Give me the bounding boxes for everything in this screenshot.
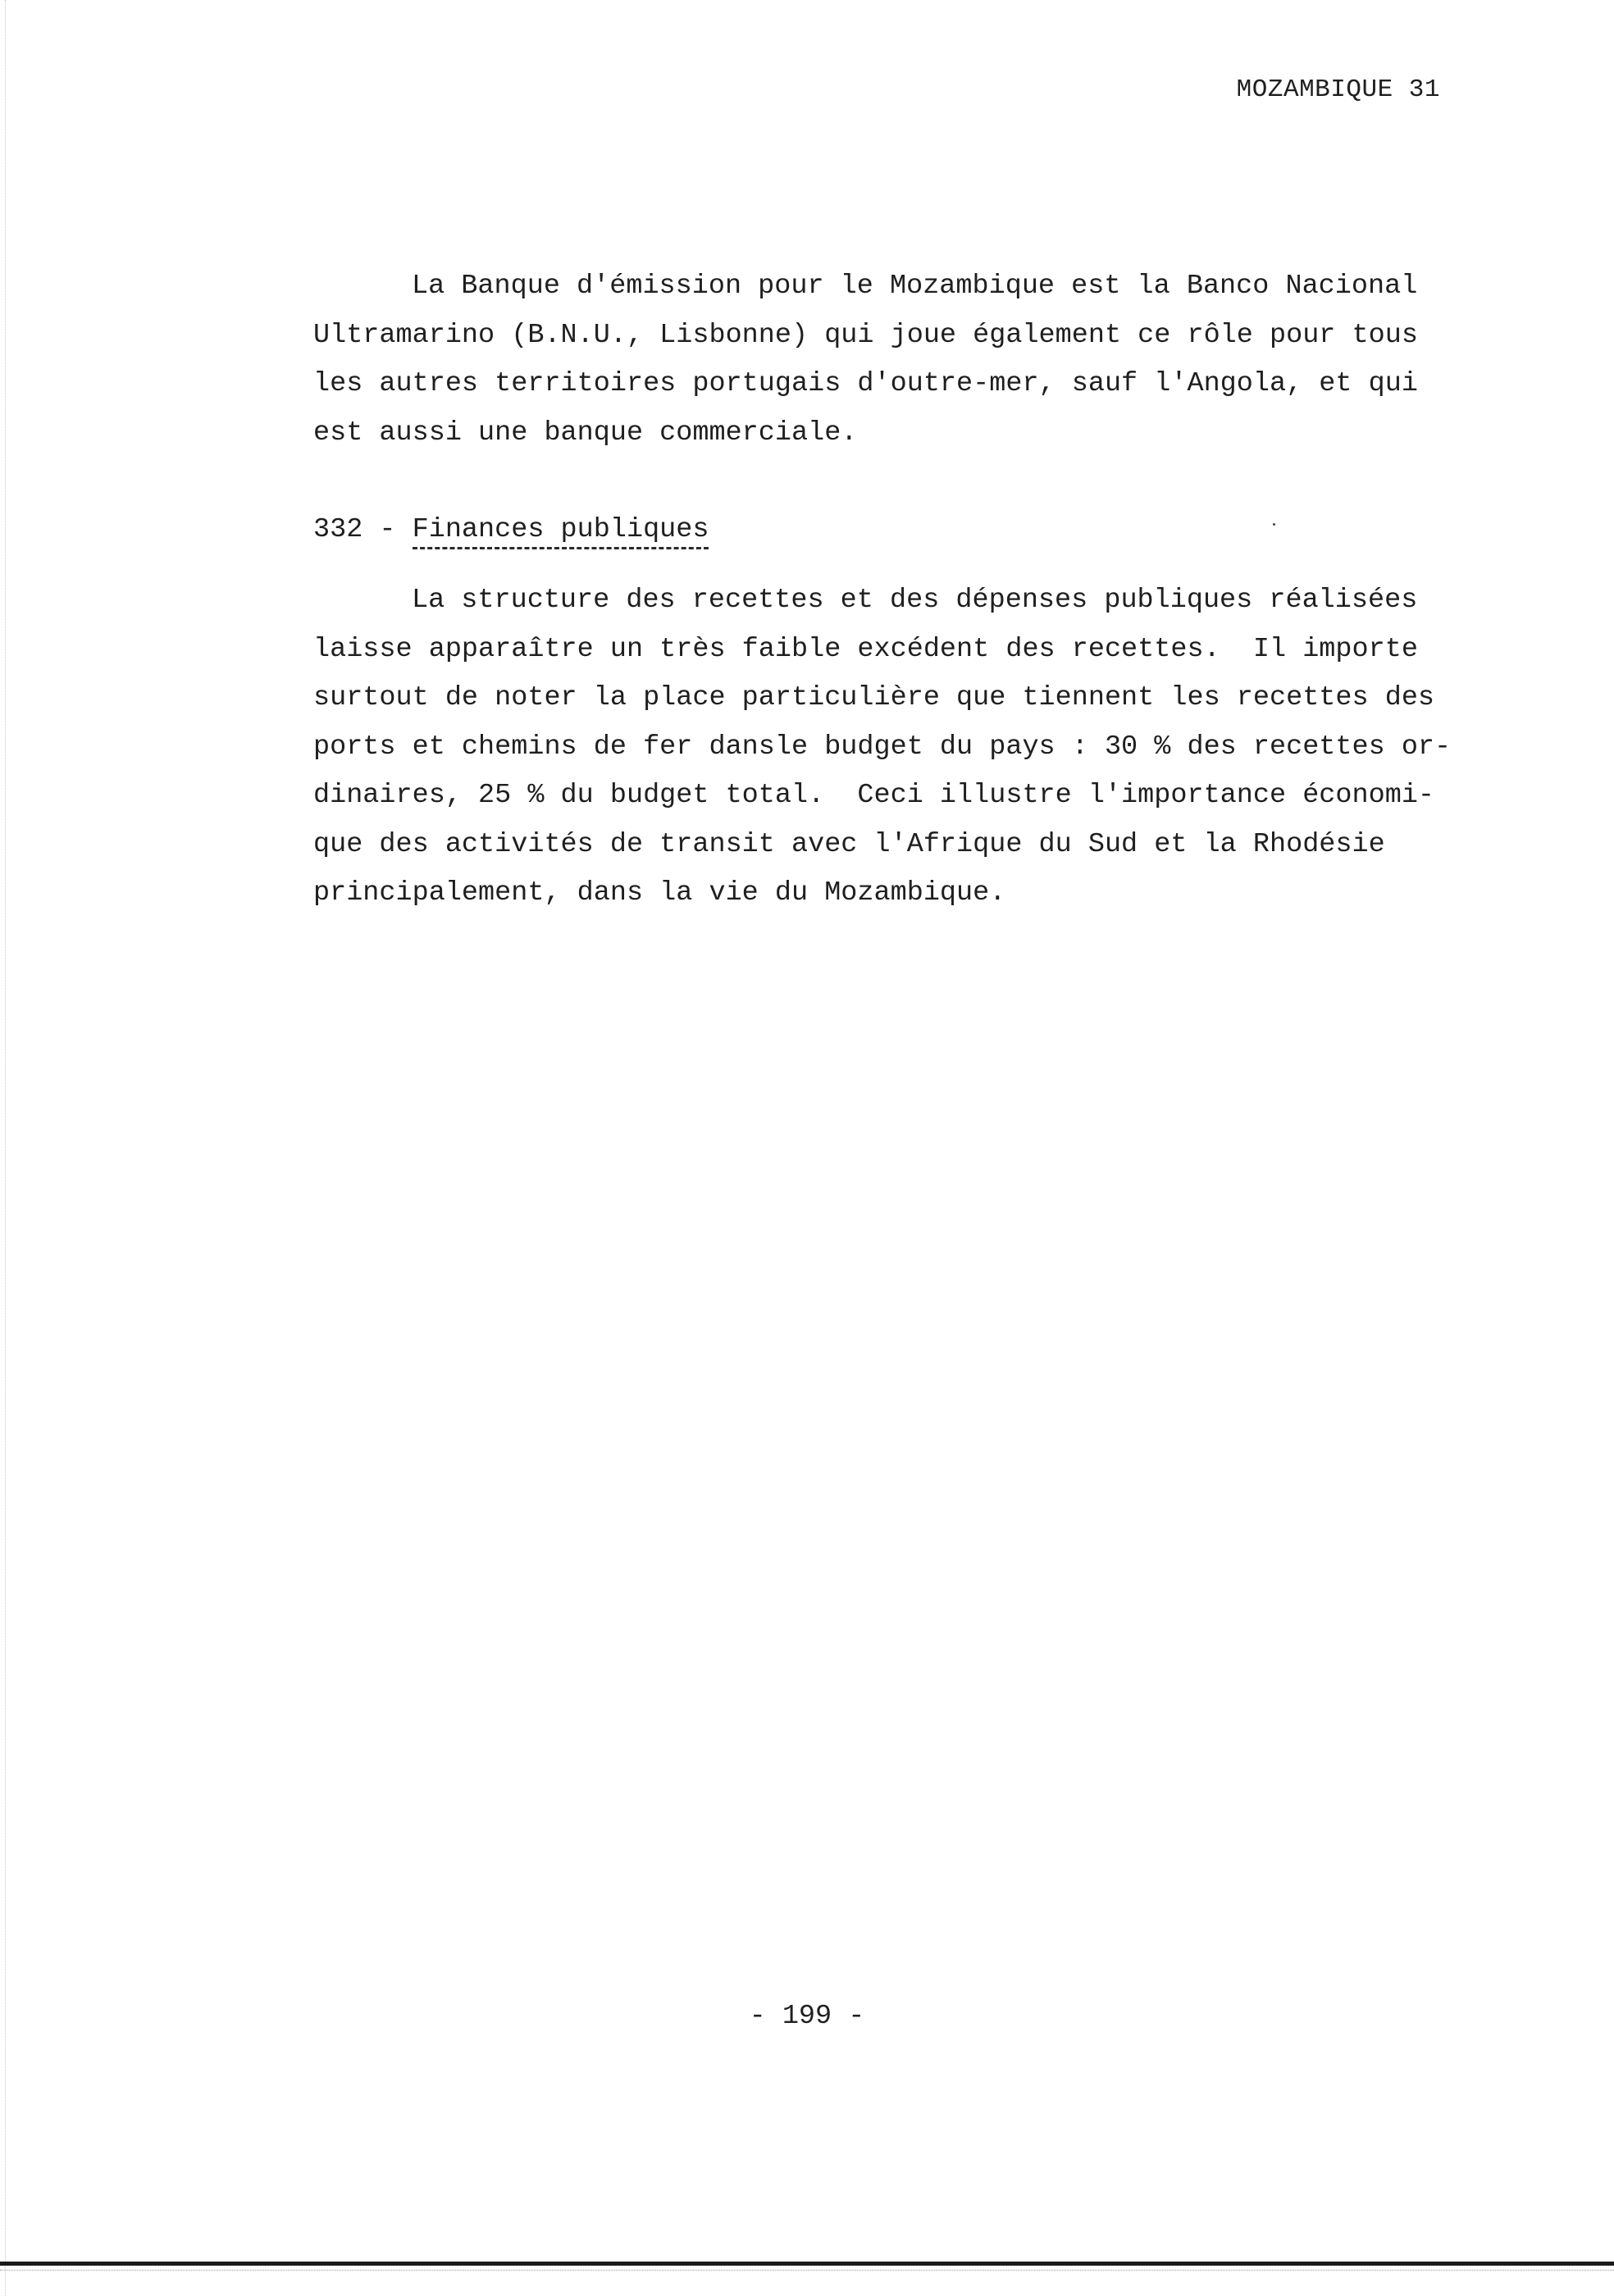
section-title: Finances publiques bbox=[413, 514, 709, 549]
paragraph-line: laisse apparaître un très faible excédent des recettes. Il importe bbox=[313, 633, 1418, 665]
paragraph-public-finances bbox=[313, 576, 1452, 918]
paragraph-line: dinaires, 25 % du budget total. Ceci illustre l'importance économi- bbox=[313, 780, 1435, 811]
paragraph-bank-of-issue bbox=[313, 262, 1445, 458]
scan-edge bbox=[5, 0, 6, 2296]
section-heading bbox=[313, 506, 709, 555]
paragraph-line: les autres territoires portugais d'outre-mer, sauf l'Angola, et qui bbox=[313, 368, 1418, 399]
scan-bottom-rule-secondary bbox=[0, 2270, 1614, 2271]
paragraph-line: La Banque d'émission pour le Mozambique est la Banco Nacional bbox=[412, 271, 1418, 302]
paragraph-line: principalement, dans la vie du Mozambique. bbox=[313, 877, 1006, 909]
scan-bottom-rule bbox=[0, 2262, 1614, 2266]
paragraph-line: Ultramarino (B.N.U., Lisbonne) qui joue également ce rôle pour tous bbox=[313, 319, 1418, 351]
paragraph-line: est aussi une banque commerciale. bbox=[313, 417, 858, 449]
paragraph-line: surtout de noter la place particulière que tiennent les recettes des bbox=[313, 682, 1435, 713]
page-number: - 199 - bbox=[749, 2001, 865, 2032]
paragraph-line: ports et chemins de fer dansle budget du pays : 30 % des recettes or- bbox=[313, 731, 1452, 763]
scan-speck bbox=[1273, 523, 1275, 526]
running-head: MOZAMBIQUE 31 bbox=[1236, 75, 1440, 104]
paragraph-line: La structure des recettes et des dépenses publiques réalisées bbox=[412, 585, 1418, 616]
section-number: 332 - bbox=[313, 514, 413, 545]
paragraph-line: que des activités de transit avec l'Afrique du Sud et la Rhodésie bbox=[313, 828, 1385, 860]
